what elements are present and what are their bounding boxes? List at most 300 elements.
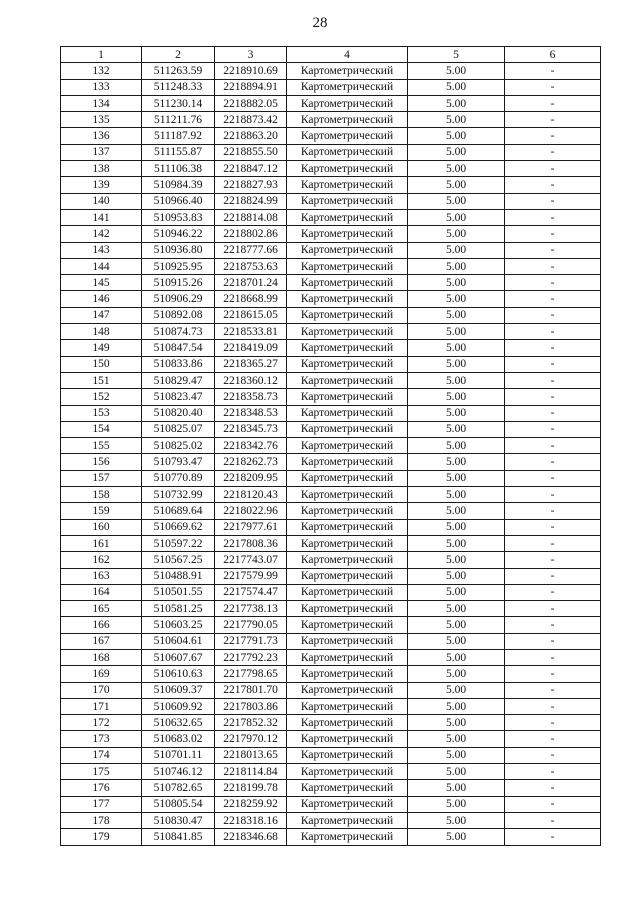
table-row [61, 649, 601, 665]
point-number-cell: 154 [61, 421, 142, 437]
accuracy-cell: 5.00 [408, 112, 505, 128]
x-coordinate-cell: 510805.54 [142, 796, 215, 812]
x-coordinate-cell: 510892.08 [142, 307, 215, 323]
method-cell: Картометрический [287, 372, 408, 388]
point-number-cell: 139 [61, 177, 142, 193]
table-row [61, 291, 601, 307]
table-row [61, 633, 601, 649]
table-row [61, 161, 601, 177]
description-cell: - [505, 161, 601, 177]
y-coordinate-cell: 2218668.99 [215, 291, 287, 307]
table-row [61, 95, 601, 111]
y-coordinate-cell: 2218114.84 [215, 764, 287, 780]
description-cell: - [505, 372, 601, 388]
method-cell: Картометрический [287, 421, 408, 437]
y-coordinate-cell: 2217791.73 [215, 633, 287, 649]
accuracy-cell: 5.00 [408, 193, 505, 209]
description-cell: - [505, 340, 601, 356]
accuracy-cell: 5.00 [408, 568, 505, 584]
description-cell: - [505, 291, 601, 307]
table-row [61, 715, 601, 731]
y-coordinate-cell: 2218533.81 [215, 324, 287, 340]
y-coordinate-cell: 2217803.86 [215, 698, 287, 714]
y-coordinate-cell: 2218345.73 [215, 421, 287, 437]
accuracy-cell: 5.00 [408, 698, 505, 714]
accuracy-cell: 5.00 [408, 796, 505, 812]
x-coordinate-cell: 510915.26 [142, 275, 215, 291]
x-coordinate-cell: 510683.02 [142, 731, 215, 747]
table-row [61, 519, 601, 535]
description-cell: - [505, 112, 601, 128]
description-cell: - [505, 63, 601, 79]
method-cell: Картометрический [287, 291, 408, 307]
table-row [61, 584, 601, 600]
accuracy-cell: 5.00 [408, 503, 505, 519]
x-coordinate-cell: 510830.47 [142, 812, 215, 828]
point-number-cell: 175 [61, 764, 142, 780]
x-coordinate-cell: 511187.92 [142, 128, 215, 144]
accuracy-cell: 5.00 [408, 209, 505, 225]
x-coordinate-cell: 510925.95 [142, 258, 215, 274]
y-coordinate-cell: 2217574.47 [215, 584, 287, 600]
y-coordinate-cell: 2218358.73 [215, 389, 287, 405]
x-coordinate-cell: 510746.12 [142, 764, 215, 780]
point-number-cell: 146 [61, 291, 142, 307]
table-row [61, 698, 601, 714]
y-coordinate-cell: 2218827.93 [215, 177, 287, 193]
point-number-cell: 157 [61, 470, 142, 486]
description-cell: - [505, 405, 601, 421]
method-cell: Картометрический [287, 161, 408, 177]
x-coordinate-cell: 511155.87 [142, 144, 215, 160]
table-row [61, 275, 601, 291]
point-number-cell: 172 [61, 715, 142, 731]
description-cell: - [505, 470, 601, 486]
table-row [61, 812, 601, 828]
method-cell: Картометрический [287, 242, 408, 258]
table-row [61, 552, 601, 568]
x-coordinate-cell: 510607.67 [142, 649, 215, 665]
x-coordinate-cell: 511248.33 [142, 79, 215, 95]
point-number-cell: 169 [61, 666, 142, 682]
description-cell: - [505, 242, 601, 258]
accuracy-cell: 5.00 [408, 731, 505, 747]
x-coordinate-cell: 510874.73 [142, 324, 215, 340]
table-row [61, 682, 601, 698]
accuracy-cell: 5.00 [408, 535, 505, 551]
method-cell: Картометрический [287, 633, 408, 649]
method-cell: Картометрический [287, 340, 408, 356]
x-coordinate-cell: 510782.65 [142, 780, 215, 796]
method-cell: Картометрический [287, 649, 408, 665]
y-coordinate-cell: 2217808.36 [215, 535, 287, 551]
point-number-cell: 156 [61, 454, 142, 470]
table-row [61, 63, 601, 79]
description-cell: - [505, 519, 601, 535]
method-cell: Картометрический [287, 307, 408, 323]
x-coordinate-cell: 510823.47 [142, 389, 215, 405]
method-cell: Картометрический [287, 405, 408, 421]
table-header [61, 47, 601, 63]
method-cell: Картометрический [287, 535, 408, 551]
point-number-cell: 162 [61, 552, 142, 568]
point-number-cell: 145 [61, 275, 142, 291]
accuracy-cell: 5.00 [408, 829, 505, 845]
table-row [61, 112, 601, 128]
y-coordinate-cell: 2217738.13 [215, 601, 287, 617]
accuracy-cell: 5.00 [408, 601, 505, 617]
description-cell: - [505, 307, 601, 323]
table-row [61, 128, 601, 144]
accuracy-cell: 5.00 [408, 291, 505, 307]
method-cell: Картометрический [287, 617, 408, 633]
description-cell: - [505, 209, 601, 225]
x-coordinate-cell: 511230.14 [142, 95, 215, 111]
y-coordinate-cell: 2217790.05 [215, 617, 287, 633]
point-number-cell: 160 [61, 519, 142, 535]
point-number-cell: 158 [61, 487, 142, 503]
description-cell: - [505, 584, 601, 600]
y-coordinate-cell: 2218209.95 [215, 470, 287, 486]
point-number-cell: 141 [61, 209, 142, 225]
accuracy-cell: 5.00 [408, 519, 505, 535]
description-cell: - [505, 389, 601, 405]
method-cell: Картометрический [287, 193, 408, 209]
point-number-cell: 148 [61, 324, 142, 340]
accuracy-cell: 5.00 [408, 584, 505, 600]
accuracy-cell: 5.00 [408, 63, 505, 79]
y-coordinate-cell: 2218855.50 [215, 144, 287, 160]
description-cell: - [505, 829, 601, 845]
y-coordinate-cell: 2218262.73 [215, 454, 287, 470]
description-cell: - [505, 128, 601, 144]
accuracy-cell: 5.00 [408, 633, 505, 649]
point-number-cell: 167 [61, 633, 142, 649]
y-coordinate-cell: 2217798.65 [215, 666, 287, 682]
point-number-cell: 140 [61, 193, 142, 209]
table-row [61, 764, 601, 780]
accuracy-cell: 5.00 [408, 307, 505, 323]
point-number-cell: 171 [61, 698, 142, 714]
accuracy-cell: 5.00 [408, 324, 505, 340]
description-cell: - [505, 552, 601, 568]
x-coordinate-cell: 510770.89 [142, 470, 215, 486]
method-cell: Картометрический [287, 63, 408, 79]
method-cell: Картометрический [287, 780, 408, 796]
point-number-cell: 165 [61, 601, 142, 617]
description-cell: - [505, 747, 601, 763]
x-coordinate-cell: 510597.22 [142, 535, 215, 551]
method-cell: Картометрический [287, 601, 408, 617]
column-header: 3 [215, 47, 287, 63]
y-coordinate-cell: 2217743.07 [215, 552, 287, 568]
table-body [61, 63, 601, 845]
table-row [61, 796, 601, 812]
method-cell: Картометрический [287, 568, 408, 584]
point-number-cell: 151 [61, 372, 142, 388]
y-coordinate-cell: 2217970.12 [215, 731, 287, 747]
x-coordinate-cell: 510906.29 [142, 291, 215, 307]
accuracy-cell: 5.00 [408, 715, 505, 731]
method-cell: Картометрический [287, 177, 408, 193]
x-coordinate-cell: 510632.65 [142, 715, 215, 731]
point-number-cell: 164 [61, 584, 142, 600]
point-number-cell: 179 [61, 829, 142, 845]
y-coordinate-cell: 2218318.16 [215, 812, 287, 828]
y-coordinate-cell: 2218753.63 [215, 258, 287, 274]
x-coordinate-cell: 510841.85 [142, 829, 215, 845]
description-cell: - [505, 454, 601, 470]
description-cell: - [505, 503, 601, 519]
y-coordinate-cell: 2217801.70 [215, 682, 287, 698]
method-cell: Картометрический [287, 812, 408, 828]
description-cell: - [505, 79, 601, 95]
x-coordinate-cell: 510581.25 [142, 601, 215, 617]
y-coordinate-cell: 2218346.68 [215, 829, 287, 845]
x-coordinate-cell: 510604.61 [142, 633, 215, 649]
method-cell: Картометрический [287, 682, 408, 698]
description-cell: - [505, 812, 601, 828]
description-cell: - [505, 715, 601, 731]
accuracy-cell: 5.00 [408, 747, 505, 763]
x-coordinate-cell: 510609.92 [142, 698, 215, 714]
y-coordinate-cell: 2218824.99 [215, 193, 287, 209]
x-coordinate-cell: 510488.91 [142, 568, 215, 584]
point-number-cell: 134 [61, 95, 142, 111]
y-coordinate-cell: 2218910.69 [215, 63, 287, 79]
description-cell: - [505, 649, 601, 665]
column-header: 6 [505, 47, 601, 63]
accuracy-cell: 5.00 [408, 438, 505, 454]
y-coordinate-cell: 2218365.27 [215, 356, 287, 372]
table-row [61, 829, 601, 845]
y-coordinate-cell: 2217852.32 [215, 715, 287, 731]
y-coordinate-cell: 2218013.65 [215, 747, 287, 763]
y-coordinate-cell: 2217977.61 [215, 519, 287, 535]
accuracy-cell: 5.00 [408, 470, 505, 486]
description-cell: - [505, 177, 601, 193]
point-number-cell: 166 [61, 617, 142, 633]
accuracy-cell: 5.00 [408, 389, 505, 405]
x-coordinate-cell: 510820.40 [142, 405, 215, 421]
accuracy-cell: 5.00 [408, 649, 505, 665]
y-coordinate-cell: 2218022.96 [215, 503, 287, 519]
description-cell: - [505, 535, 601, 551]
table-row [61, 324, 601, 340]
table-row [61, 747, 601, 763]
description-cell: - [505, 438, 601, 454]
x-coordinate-cell: 510609.37 [142, 682, 215, 698]
page-number: 28 [312, 15, 328, 31]
accuracy-cell: 5.00 [408, 812, 505, 828]
y-coordinate-cell: 2217579.99 [215, 568, 287, 584]
y-coordinate-cell: 2218120.43 [215, 487, 287, 503]
y-coordinate-cell: 2218814.08 [215, 209, 287, 225]
x-coordinate-cell: 510701.11 [142, 747, 215, 763]
x-coordinate-cell: 510847.54 [142, 340, 215, 356]
accuracy-cell: 5.00 [408, 128, 505, 144]
x-coordinate-cell: 510501.55 [142, 584, 215, 600]
point-number-cell: 144 [61, 258, 142, 274]
accuracy-cell: 5.00 [408, 682, 505, 698]
table-row [61, 454, 601, 470]
method-cell: Картометрический [287, 584, 408, 600]
method-cell: Картометрический [287, 764, 408, 780]
point-number-cell: 174 [61, 747, 142, 763]
point-number-cell: 168 [61, 649, 142, 665]
description-cell: - [505, 324, 601, 340]
description-cell: - [505, 617, 601, 633]
x-coordinate-cell: 510936.80 [142, 242, 215, 258]
coordinates-table [60, 46, 601, 846]
accuracy-cell: 5.00 [408, 421, 505, 437]
method-cell: Картометрический [287, 698, 408, 714]
method-cell: Картометрический [287, 715, 408, 731]
y-coordinate-cell: 2218863.20 [215, 128, 287, 144]
table-row [61, 389, 601, 405]
x-coordinate-cell: 510966.40 [142, 193, 215, 209]
accuracy-cell: 5.00 [408, 161, 505, 177]
accuracy-cell: 5.00 [408, 764, 505, 780]
point-number-cell: 132 [61, 63, 142, 79]
accuracy-cell: 5.00 [408, 95, 505, 111]
table-row [61, 617, 601, 633]
column-header: 4 [287, 47, 408, 63]
header-row [61, 47, 601, 63]
point-number-cell: 147 [61, 307, 142, 323]
y-coordinate-cell: 2218615.05 [215, 307, 287, 323]
point-number-cell: 177 [61, 796, 142, 812]
method-cell: Картометрический [287, 389, 408, 405]
accuracy-cell: 5.00 [408, 275, 505, 291]
point-number-cell: 133 [61, 79, 142, 95]
x-coordinate-cell: 511106.38 [142, 161, 215, 177]
table-row [61, 356, 601, 372]
point-number-cell: 176 [61, 780, 142, 796]
table-row [61, 731, 601, 747]
x-coordinate-cell: 510946.22 [142, 226, 215, 242]
table-row [61, 487, 601, 503]
x-coordinate-cell: 511211.76 [142, 112, 215, 128]
table-row [61, 503, 601, 519]
method-cell: Картометрический [287, 112, 408, 128]
point-number-cell: 161 [61, 535, 142, 551]
table-row [61, 568, 601, 584]
x-coordinate-cell: 510567.25 [142, 552, 215, 568]
accuracy-cell: 5.00 [408, 258, 505, 274]
method-cell: Картометрический [287, 796, 408, 812]
description-cell: - [505, 356, 601, 372]
point-number-cell: 135 [61, 112, 142, 128]
description-cell: - [505, 666, 601, 682]
x-coordinate-cell: 510984.39 [142, 177, 215, 193]
point-number-cell: 149 [61, 340, 142, 356]
method-cell: Картометрический [287, 258, 408, 274]
table-row [61, 177, 601, 193]
description-cell: - [505, 682, 601, 698]
method-cell: Картометрический [287, 128, 408, 144]
point-number-cell: 170 [61, 682, 142, 698]
point-number-cell: 142 [61, 226, 142, 242]
point-number-cell: 178 [61, 812, 142, 828]
column-header: 5 [408, 47, 505, 63]
accuracy-cell: 5.00 [408, 226, 505, 242]
table-row [61, 242, 601, 258]
y-coordinate-cell: 2218894.91 [215, 79, 287, 95]
x-coordinate-cell: 510669.62 [142, 519, 215, 535]
table-row [61, 405, 601, 421]
accuracy-cell: 5.00 [408, 340, 505, 356]
y-coordinate-cell: 2218701.24 [215, 275, 287, 291]
x-coordinate-cell: 510689.64 [142, 503, 215, 519]
column-header: 1 [61, 47, 142, 63]
description-cell: - [505, 144, 601, 160]
description-cell: - [505, 633, 601, 649]
x-coordinate-cell: 511263.59 [142, 63, 215, 79]
method-cell: Картометрический [287, 144, 408, 160]
accuracy-cell: 5.00 [408, 177, 505, 193]
x-coordinate-cell: 510603.25 [142, 617, 215, 633]
x-coordinate-cell: 510825.02 [142, 438, 215, 454]
description-cell: - [505, 731, 601, 747]
description-cell: - [505, 796, 601, 812]
method-cell: Картометрический [287, 666, 408, 682]
table-row [61, 209, 601, 225]
description-cell: - [505, 601, 601, 617]
accuracy-cell: 5.00 [408, 617, 505, 633]
x-coordinate-cell: 510793.47 [142, 454, 215, 470]
column-header: 2 [142, 47, 215, 63]
table-row [61, 535, 601, 551]
description-cell: - [505, 487, 601, 503]
y-coordinate-cell: 2218777.66 [215, 242, 287, 258]
description-cell: - [505, 193, 601, 209]
accuracy-cell: 5.00 [408, 242, 505, 258]
table-row [61, 340, 601, 356]
y-coordinate-cell: 2217792.23 [215, 649, 287, 665]
description-cell: - [505, 226, 601, 242]
accuracy-cell: 5.00 [408, 405, 505, 421]
method-cell: Картометрический [287, 470, 408, 486]
method-cell: Картометрический [287, 438, 408, 454]
y-coordinate-cell: 2218360.12 [215, 372, 287, 388]
point-number-cell: 138 [61, 161, 142, 177]
method-cell: Картометрический [287, 519, 408, 535]
y-coordinate-cell: 2218199.78 [215, 780, 287, 796]
method-cell: Картометрический [287, 324, 408, 340]
table-row [61, 438, 601, 454]
accuracy-cell: 5.00 [408, 666, 505, 682]
table-row [61, 307, 601, 323]
table-row [61, 780, 601, 796]
accuracy-cell: 5.00 [408, 454, 505, 470]
method-cell: Картометрический [287, 503, 408, 519]
method-cell: Картометрический [287, 79, 408, 95]
method-cell: Картометрический [287, 95, 408, 111]
table-row [61, 79, 601, 95]
point-number-cell: 150 [61, 356, 142, 372]
x-coordinate-cell: 510833.86 [142, 356, 215, 372]
table-row [61, 226, 601, 242]
table-row [61, 421, 601, 437]
point-number-cell: 155 [61, 438, 142, 454]
x-coordinate-cell: 510829.47 [142, 372, 215, 388]
method-cell: Картометрический [287, 731, 408, 747]
y-coordinate-cell: 2218259.92 [215, 796, 287, 812]
y-coordinate-cell: 2218802.86 [215, 226, 287, 242]
method-cell: Картометрический [287, 747, 408, 763]
accuracy-cell: 5.00 [408, 144, 505, 160]
